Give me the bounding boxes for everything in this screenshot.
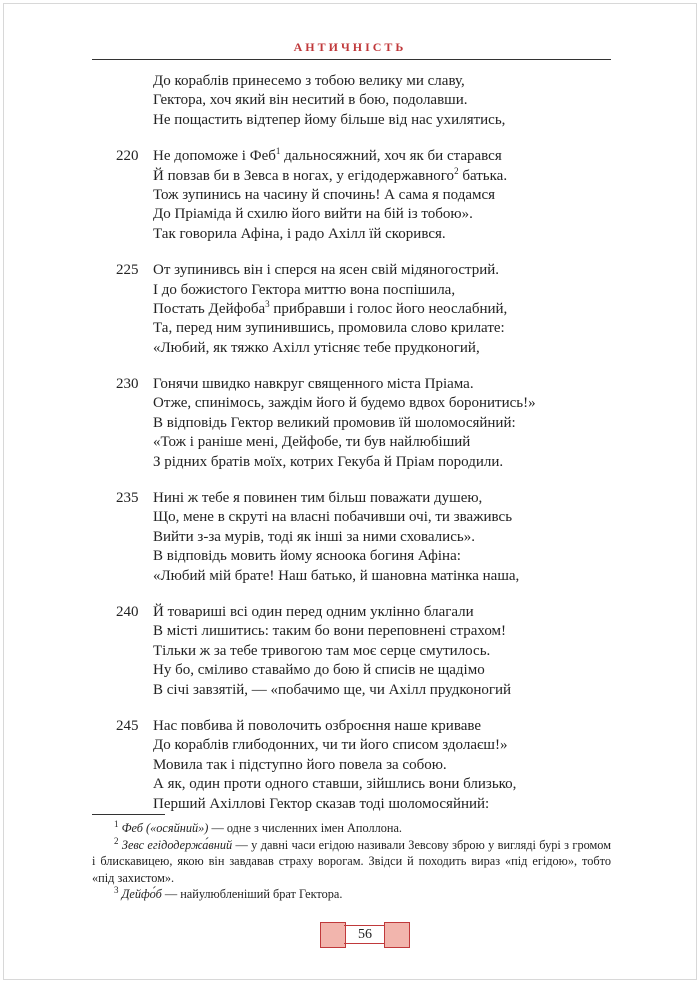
verse-line: Та, перед ним зупинившись, промовила слово крилате: [153,320,505,337]
verse-line: До кораблів глибодонних, чи ти його списом здолаєш!» [153,737,508,754]
line-number: 230 [116,376,139,393]
page-number-decoration-left [320,922,346,948]
page-number-decoration-right [384,922,410,948]
verse-line: 240 Й товариші всі один перед одним уклінно благали [0,603,700,622]
verse-line: Перший Ахіллові Гектор сказав тоді шоломосяйний: [153,795,490,812]
footnote-rule [92,814,165,815]
verse-line: «Любий мій брате! Наш батько, й шановна матінка наша, [153,567,520,584]
stanza [0,603,700,700]
verse-line: В відповідь Гектор великий промовив їй шоломосяйний: [153,414,516,431]
footnote: $^3$ Дейфо́б — найулюбленіший брат Гектора. [114,884,343,901]
stanza [0,717,700,814]
poem [0,72,700,831]
verse-line: До Пріаміда й схилю його вийти на бій із тобою». [153,206,473,223]
page-number: 56 [358,927,372,942]
line-number: 220 [116,148,139,165]
line-number: 225 [116,262,139,279]
verse-line: З рідних братів моїх, котрих Гекуба й Пріам породили. [153,453,504,470]
line-number: 235 [116,490,139,507]
verse-line: 225 От зупинивсь він і сперся на ясен свій мідяногострий. [0,261,700,280]
verse-line: До кораблів принесемо з тобою велику ми славу, [153,73,465,89]
stanza [0,489,700,586]
footnotes [92,820,611,903]
verse-line: «Тож і раніше мені, Дейфобе, ти був найлюбіший [153,434,471,451]
stanza [0,147,700,244]
stanza [0,375,700,472]
verse-line: Що, мене в скруті на власні побачивши очі, ти зваживсь [153,509,513,526]
verse-line: Гектора, хоч який він неситий в бою, подолавши. [153,92,468,109]
header-rule [92,59,611,60]
verse-line: Мовила так і підступно його повела за собою. [153,756,447,773]
verse-line: Й повзав би в Зевса в ногах, у егідодержавного$^2$ батька. [153,165,508,184]
footnote-ref[interactable]: 2 [454,165,459,176]
verse-line: І до божистого Гектора миттю вона поспішила, [153,281,456,298]
verse-line: Вийти з-за мурів, тоді як інші за ними сховались». [153,528,475,545]
verse-line: 245 Нас повбива й поволочить озброєння наше криваве [0,717,700,736]
verse-line: В січі завзятій, — «побачимо ще, чи Ахілл прудконогий [153,681,512,698]
line-number: 240 [116,603,139,620]
page-number-badge [320,922,410,948]
verse-line: 230 Гонячи швидко навкруг священного міста Пріама. [0,375,700,394]
line-number: 245 [116,717,139,734]
verse-line: А як, один проти одного ставши, зійшлись вони близько, [153,776,517,793]
verse-line: «Любий, як тяжко Ахілл утісняє тебе прудконогий, [153,339,480,356]
stanza [0,261,700,358]
verse-line: Постать Дейфоба$^3$ прибравши і голос його неослабний, [153,298,508,317]
footnote-ref[interactable]: 3 [265,298,270,309]
verse-line: Так говорила Афіна, і радо Ахілл їй скорився. [153,225,446,242]
verse-line: Отже, спинімось, заждім його й будемо вдвох боронитись!» [153,395,536,412]
verse-line: Не пощастить відтепер йому більше від нас ухилятись, [153,111,506,128]
verse-line: Тільки ж за тебе тривогою там моє серце смутилось. [153,642,491,659]
verse-line: В місті лишитись: таким бо вони переповнені страхом! [153,623,507,640]
verse-line: 235 Нині ж тебе я повинен тим більш поважати душею, [0,489,700,508]
running-header: АНТИЧНІСТЬ [293,40,407,54]
footnote-ref[interactable]: 1 [275,146,281,157]
verse-line: Тож зупинись на часину й спочинь! А сама я подамся [153,186,496,203]
stanza [0,72,700,130]
footnote: $^1$ Феб («осяйний») — одне з численних імен Аполлона. [114,818,403,835]
verse-line: В відповідь мовить йому ясноока богиня Афіна: [153,548,461,565]
footnote: $^2$ Зевс егідодержа́вний — у давні часи егідою називали Зевсову зброю у вигляді бурі з громом і блискавицею, якою він завдавав страху ворогам. Звідси й походить вираз «під егідою», тобто «під захистом». [92,835,611,885]
verse-line: Ну бо, сміливо ставаймо до бою й списів не щадімо [153,662,485,679]
verse-line: 220 Не допоможе і Феб$^1$ дальносяжний, хоч як би старався [0,147,700,166]
